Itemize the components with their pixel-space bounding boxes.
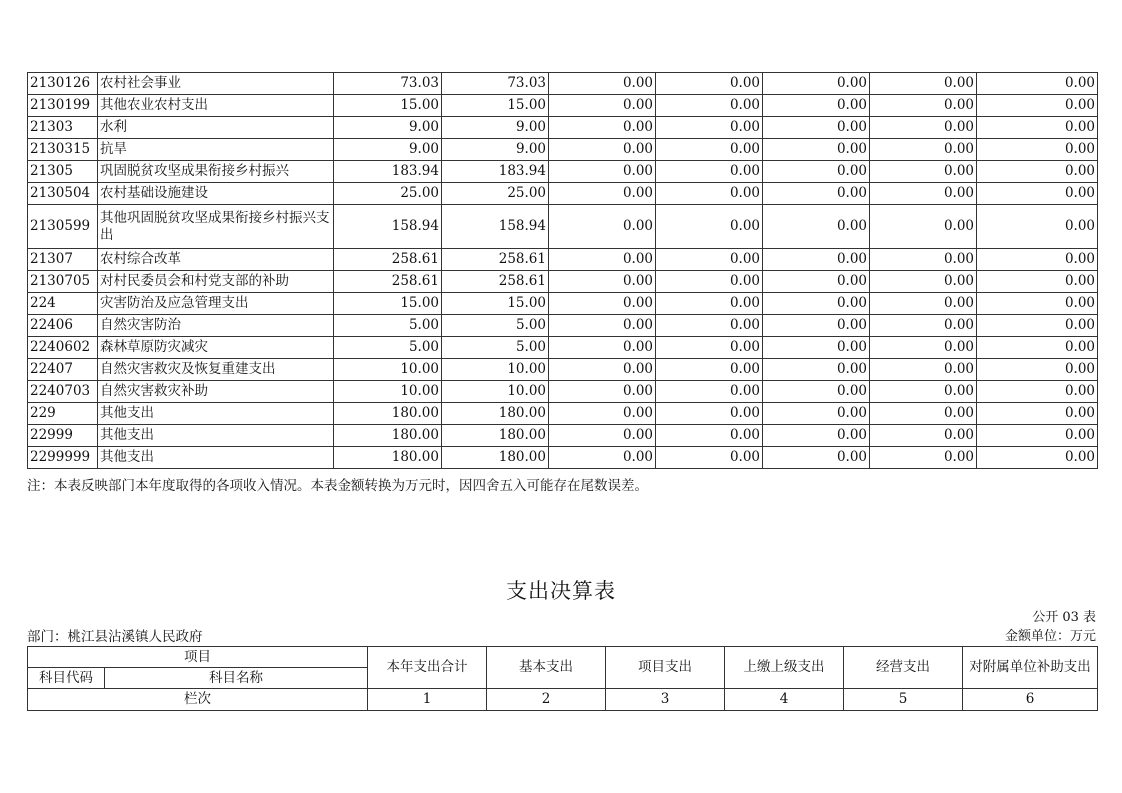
amount-cell: 0.00	[656, 315, 763, 337]
amount-cell: 0.00	[656, 403, 763, 425]
amount-cell: 0.00	[549, 359, 656, 381]
amount-cell: 0.00	[977, 315, 1098, 337]
amount-cell: 0.00	[870, 95, 977, 117]
row-label: 栏次	[28, 689, 368, 711]
amount-cell: 0.00	[549, 161, 656, 183]
amount-cell: 0.00	[870, 183, 977, 205]
table-note: 注：本表反映部门本年度取得的各项收入情况。本表金额转换为万元时，因四舍五入可能存在尾数误差。	[27, 478, 648, 494]
table-row	[28, 249, 1098, 271]
amount-cell: 0.00	[549, 447, 656, 469]
subject-code: 2130199	[28, 95, 98, 117]
subject-name: 自然灾害救灾补助	[98, 381, 334, 403]
header-subsidy: 对附属单位补助支出	[963, 647, 1098, 689]
subject-name: 其他支出	[98, 425, 334, 447]
department-label: 部门：桃江县沾溪镇人民政府	[27, 629, 203, 645]
amount-cell: 0.00	[656, 293, 763, 315]
amount-cell: 180.00	[442, 425, 549, 447]
amount-cell: 0.00	[763, 381, 870, 403]
amount-cell: 15.00	[442, 293, 549, 315]
subject-code: 229	[28, 403, 98, 425]
amount-cell: 183.94	[334, 161, 442, 183]
amount-cell: 5.00	[334, 337, 442, 359]
subject-code: 2130315	[28, 139, 98, 161]
subject-name: 其他支出	[98, 447, 334, 469]
column-number: 3	[606, 689, 725, 711]
amount-cell: 0.00	[763, 337, 870, 359]
amount-cell: 0.00	[977, 95, 1098, 117]
amount-cell: 9.00	[334, 117, 442, 139]
amount-cell: 180.00	[334, 425, 442, 447]
amount-cell: 0.00	[763, 183, 870, 205]
table-row	[28, 337, 1098, 359]
subject-name: 其他支出	[98, 403, 334, 425]
column-number-row	[28, 689, 1098, 711]
amount-cell: 0.00	[870, 271, 977, 293]
subject-code: 21303	[28, 117, 98, 139]
amount-cell: 0.00	[977, 381, 1098, 403]
subject-name: 森林草原防灾减灾	[98, 337, 334, 359]
table-row	[28, 205, 1098, 249]
subject-name: 其他巩固脱贫攻坚成果衔接乡村振兴支出	[98, 205, 334, 249]
amount-cell: 0.00	[656, 425, 763, 447]
amount-cell: 5.00	[334, 315, 442, 337]
header-business: 经营支出	[844, 647, 963, 689]
amount-cell: 15.00	[334, 95, 442, 117]
amount-cell: 0.00	[549, 183, 656, 205]
amount-cell: 0.00	[870, 425, 977, 447]
amount-cell: 73.03	[442, 73, 549, 95]
amount-cell: 0.00	[977, 139, 1098, 161]
amount-cell: 0.00	[977, 249, 1098, 271]
amount-cell: 0.00	[977, 271, 1098, 293]
amount-cell: 0.00	[549, 403, 656, 425]
amount-cell: 258.61	[334, 271, 442, 293]
table-row	[28, 139, 1098, 161]
amount-cell: 0.00	[549, 271, 656, 293]
table-row	[28, 183, 1098, 205]
expense-table	[27, 646, 1098, 711]
subject-name: 对村民委员会和村党支部的补助	[98, 271, 334, 293]
amount-cell: 0.00	[656, 359, 763, 381]
amount-cell: 0.00	[549, 139, 656, 161]
amount-cell: 0.00	[870, 139, 977, 161]
amount-cell: 0.00	[656, 337, 763, 359]
table-row	[28, 403, 1098, 425]
amount-cell: 0.00	[870, 117, 977, 139]
subject-name: 自然灾害救灾及恢复重建支出	[98, 359, 334, 381]
amount-cell: 0.00	[656, 249, 763, 271]
amount-cell: 0.00	[763, 249, 870, 271]
amount-cell: 0.00	[549, 381, 656, 403]
amount-cell: 0.00	[763, 315, 870, 337]
table-row	[28, 161, 1098, 183]
subject-code: 2130705	[28, 271, 98, 293]
page-title: 支出决算表	[506, 579, 616, 603]
subject-name: 灾害防治及应急管理支出	[98, 293, 334, 315]
header-basic: 基本支出	[487, 647, 606, 689]
amount-cell: 0.00	[549, 293, 656, 315]
subject-code: 22406	[28, 315, 98, 337]
amount-cell: 0.00	[763, 117, 870, 139]
amount-cell: 0.00	[870, 293, 977, 315]
amount-cell: 0.00	[870, 359, 977, 381]
column-number: 4	[725, 689, 844, 711]
amount-cell: 0.00	[656, 161, 763, 183]
amount-cell: 0.00	[977, 293, 1098, 315]
subject-name: 农村综合改革	[98, 249, 334, 271]
amount-cell: 0.00	[656, 73, 763, 95]
amount-cell: 10.00	[334, 359, 442, 381]
amount-cell: 0.00	[870, 315, 977, 337]
amount-cell: 0.00	[870, 447, 977, 469]
header-remit: 上缴上级支出	[725, 647, 844, 689]
header-item: 项目	[28, 647, 368, 668]
amount-cell: 0.00	[977, 73, 1098, 95]
amount-cell: 0.00	[549, 95, 656, 117]
amount-cell: 9.00	[334, 139, 442, 161]
amount-cell: 5.00	[442, 315, 549, 337]
subject-name: 农村基础设施建设	[98, 183, 334, 205]
amount-cell: 0.00	[763, 359, 870, 381]
amount-cell: 180.00	[442, 403, 549, 425]
amount-cell: 0.00	[870, 403, 977, 425]
subject-code: 2130599	[28, 205, 98, 249]
amount-cell: 10.00	[334, 381, 442, 403]
amount-cell: 0.00	[870, 73, 977, 95]
header-name: 科目名称	[105, 668, 368, 689]
amount-cell: 258.61	[334, 249, 442, 271]
amount-cell: 180.00	[334, 403, 442, 425]
amount-cell: 258.61	[442, 271, 549, 293]
table-row	[28, 117, 1098, 139]
amount-cell: 0.00	[656, 183, 763, 205]
amount-cell: 10.00	[442, 381, 549, 403]
amount-cell: 0.00	[977, 425, 1098, 447]
amount-cell: 180.00	[442, 447, 549, 469]
table-row	[28, 271, 1098, 293]
table-row	[28, 73, 1098, 95]
amount-cell: 0.00	[763, 139, 870, 161]
subject-code: 2130126	[28, 73, 98, 95]
column-number: 6	[963, 689, 1098, 711]
amount-unit-label: 金额单位：万元	[1004, 629, 1096, 644]
amount-cell: 258.61	[442, 249, 549, 271]
amount-cell: 0.00	[977, 359, 1098, 381]
amount-cell: 0.00	[549, 425, 656, 447]
table-row	[28, 381, 1098, 403]
subject-code: 21305	[28, 161, 98, 183]
header-code: 科目代码	[28, 668, 105, 689]
table-row	[28, 447, 1098, 469]
subject-code: 224	[28, 293, 98, 315]
amount-cell: 0.00	[977, 183, 1098, 205]
income-table-body	[28, 73, 1098, 469]
amount-cell: 0.00	[763, 161, 870, 183]
amount-cell: 0.00	[656, 205, 763, 249]
subject-code: 22407	[28, 359, 98, 381]
amount-cell: 0.00	[977, 447, 1098, 469]
amount-cell: 25.00	[334, 183, 442, 205]
amount-cell: 0.00	[549, 117, 656, 139]
subject-name: 自然灾害防治	[98, 315, 334, 337]
amount-cell: 5.00	[442, 337, 549, 359]
amount-cell: 0.00	[763, 73, 870, 95]
amount-cell: 9.00	[442, 117, 549, 139]
amount-cell: 0.00	[763, 425, 870, 447]
amount-cell: 0.00	[870, 337, 977, 359]
amount-cell: 15.00	[334, 293, 442, 315]
subject-name: 其他农业农村支出	[98, 95, 334, 117]
income-table	[27, 72, 1098, 469]
amount-cell: 0.00	[549, 73, 656, 95]
subject-name: 农村社会事业	[98, 73, 334, 95]
subject-name: 巩固脱贫攻坚成果衔接乡村振兴	[98, 161, 334, 183]
amount-cell: 0.00	[870, 381, 977, 403]
header-row	[28, 647, 1098, 668]
column-number: 1	[368, 689, 487, 711]
amount-cell: 9.00	[442, 139, 549, 161]
subject-code: 22999	[28, 425, 98, 447]
table-row	[28, 425, 1098, 447]
amount-cell: 158.94	[334, 205, 442, 249]
subject-code: 2299999	[28, 447, 98, 469]
subject-code: 21307	[28, 249, 98, 271]
table-row	[28, 95, 1098, 117]
subject-name: 水利	[98, 117, 334, 139]
amount-cell: 158.94	[442, 205, 549, 249]
table-row	[28, 359, 1098, 381]
amount-cell: 0.00	[656, 381, 763, 403]
amount-cell: 0.00	[763, 447, 870, 469]
amount-cell: 0.00	[549, 337, 656, 359]
form-number: 公开 03 表	[1032, 610, 1096, 625]
amount-cell: 0.00	[549, 249, 656, 271]
subject-name: 抗旱	[98, 139, 334, 161]
amount-cell: 0.00	[656, 447, 763, 469]
header-total: 本年支出合计	[368, 647, 487, 689]
amount-cell: 0.00	[870, 205, 977, 249]
amount-cell: 0.00	[977, 205, 1098, 249]
amount-cell: 0.00	[977, 337, 1098, 359]
amount-cell: 0.00	[870, 161, 977, 183]
amount-cell: 0.00	[977, 117, 1098, 139]
amount-cell: 0.00	[549, 315, 656, 337]
amount-cell: 25.00	[442, 183, 549, 205]
amount-cell: 0.00	[763, 205, 870, 249]
amount-cell: 0.00	[977, 403, 1098, 425]
header-project: 项目支出	[606, 647, 725, 689]
amount-cell: 0.00	[870, 249, 977, 271]
column-number: 5	[844, 689, 963, 711]
amount-cell: 15.00	[442, 95, 549, 117]
amount-cell: 0.00	[549, 205, 656, 249]
subject-code: 2240602	[28, 337, 98, 359]
amount-cell: 0.00	[656, 117, 763, 139]
amount-cell: 0.00	[656, 271, 763, 293]
amount-cell: 0.00	[977, 161, 1098, 183]
amount-cell: 180.00	[334, 447, 442, 469]
table-row	[28, 315, 1098, 337]
amount-cell: 10.00	[442, 359, 549, 381]
amount-cell: 183.94	[442, 161, 549, 183]
amount-cell: 0.00	[763, 95, 870, 117]
table-row	[28, 293, 1098, 315]
subject-code: 2130504	[28, 183, 98, 205]
amount-cell: 0.00	[656, 95, 763, 117]
amount-cell: 0.00	[763, 293, 870, 315]
amount-cell: 0.00	[763, 403, 870, 425]
amount-cell: 73.03	[334, 73, 442, 95]
amount-cell: 0.00	[656, 139, 763, 161]
amount-cell: 0.00	[763, 271, 870, 293]
column-number: 2	[487, 689, 606, 711]
subject-code: 2240703	[28, 381, 98, 403]
